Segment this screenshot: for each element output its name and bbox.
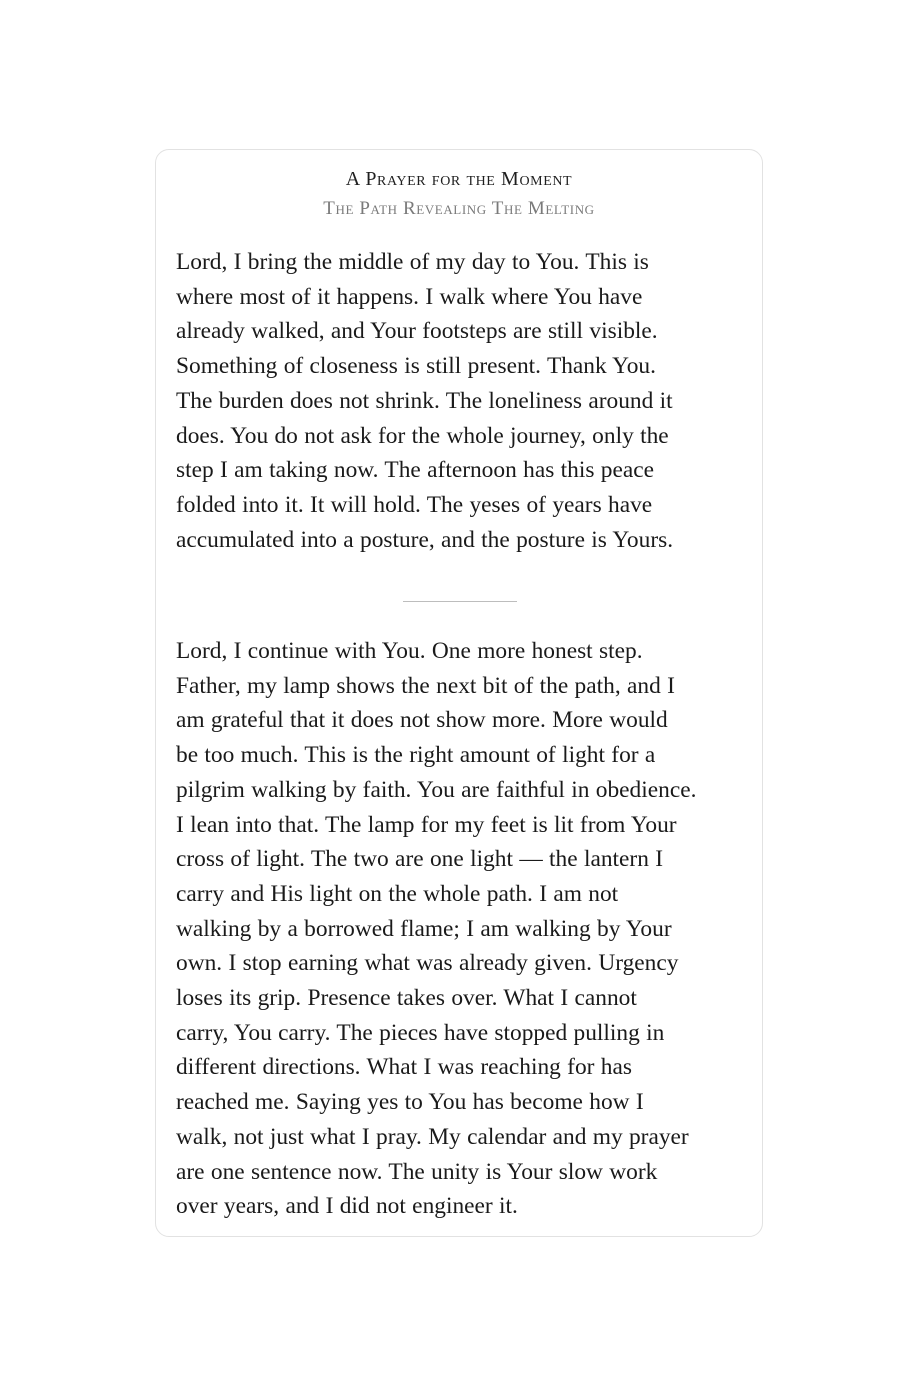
paragraph-line: accumulated into a posture, and the posture is Yours. xyxy=(176,526,674,553)
paragraph-line: Lord, I continue with You. One more honest step. xyxy=(176,638,643,664)
paragraph-line: Lord, I bring the middle of my day to You. This is xyxy=(176,249,649,275)
paragraph-line: own. I stop earning what was already given. Urgency xyxy=(176,950,679,977)
paragraph-line: carry and His light on the whole path. I am not xyxy=(176,880,619,907)
paragraph-line: cross of light. The two are one light — the lantern I xyxy=(176,846,664,873)
paragraph-line: over years, and I did not engineer it. xyxy=(176,1193,518,1220)
paragraph-line: does. You do not ask for the whole journey, only the xyxy=(176,422,669,449)
paragraph-line: step I am taking now. The afternoon has this peace xyxy=(176,457,655,484)
paragraph-line: be too much. This is the right amount of light for a xyxy=(176,742,656,769)
paragraph-line: carry, You carry. The pieces have stopped pulling in xyxy=(176,1019,665,1046)
paragraph-line: reached me. Saying yes to You has become how I xyxy=(176,1089,644,1116)
card-subtitle: The Path Revealing The Melting xyxy=(323,198,595,219)
paragraph-line: The burden does not shrink. The loneliness around it xyxy=(176,387,673,414)
paragraph-line: loses its grip. Presence takes over. What I cannot xyxy=(176,985,637,1012)
paragraph-line: folded into it. It will hold. The yeses of years have xyxy=(176,491,653,518)
paragraph-line: walking by a borrowed flame; I am walking by Your xyxy=(176,915,672,942)
paragraph-line: walk, not just what I pray. My calendar and my prayer xyxy=(176,1123,689,1150)
prayer-card xyxy=(155,149,763,1237)
paragraph-line: already walked, and Your footsteps are still visible. xyxy=(176,318,658,345)
paragraph-line: are one sentence now. The unity is Your slow work xyxy=(176,1158,658,1185)
card-header xyxy=(156,165,762,223)
paragraph-line: pilgrim walking by faith. You are faithful in obedience. xyxy=(176,776,697,803)
card-title: A Prayer for the Moment xyxy=(345,168,573,190)
paragraph-line: Something of closeness is still present. Thank You. xyxy=(176,353,656,380)
prayer-paragraph-1 xyxy=(176,245,756,557)
paragraph-line: am grateful that it does not show more. More would xyxy=(176,707,668,734)
prayer-paragraph-2 xyxy=(176,634,756,1224)
paragraph-line: I lean into that. The lamp for my feet is lit from Your xyxy=(176,811,677,838)
section-divider xyxy=(403,601,517,602)
paragraph-line: where most of it happens. I walk where You have xyxy=(176,283,643,310)
paragraph-line: Father, my lamp shows the next bit of the path, and I xyxy=(176,672,675,699)
paragraph-line: different directions. What I was reaching for has xyxy=(176,1054,632,1081)
